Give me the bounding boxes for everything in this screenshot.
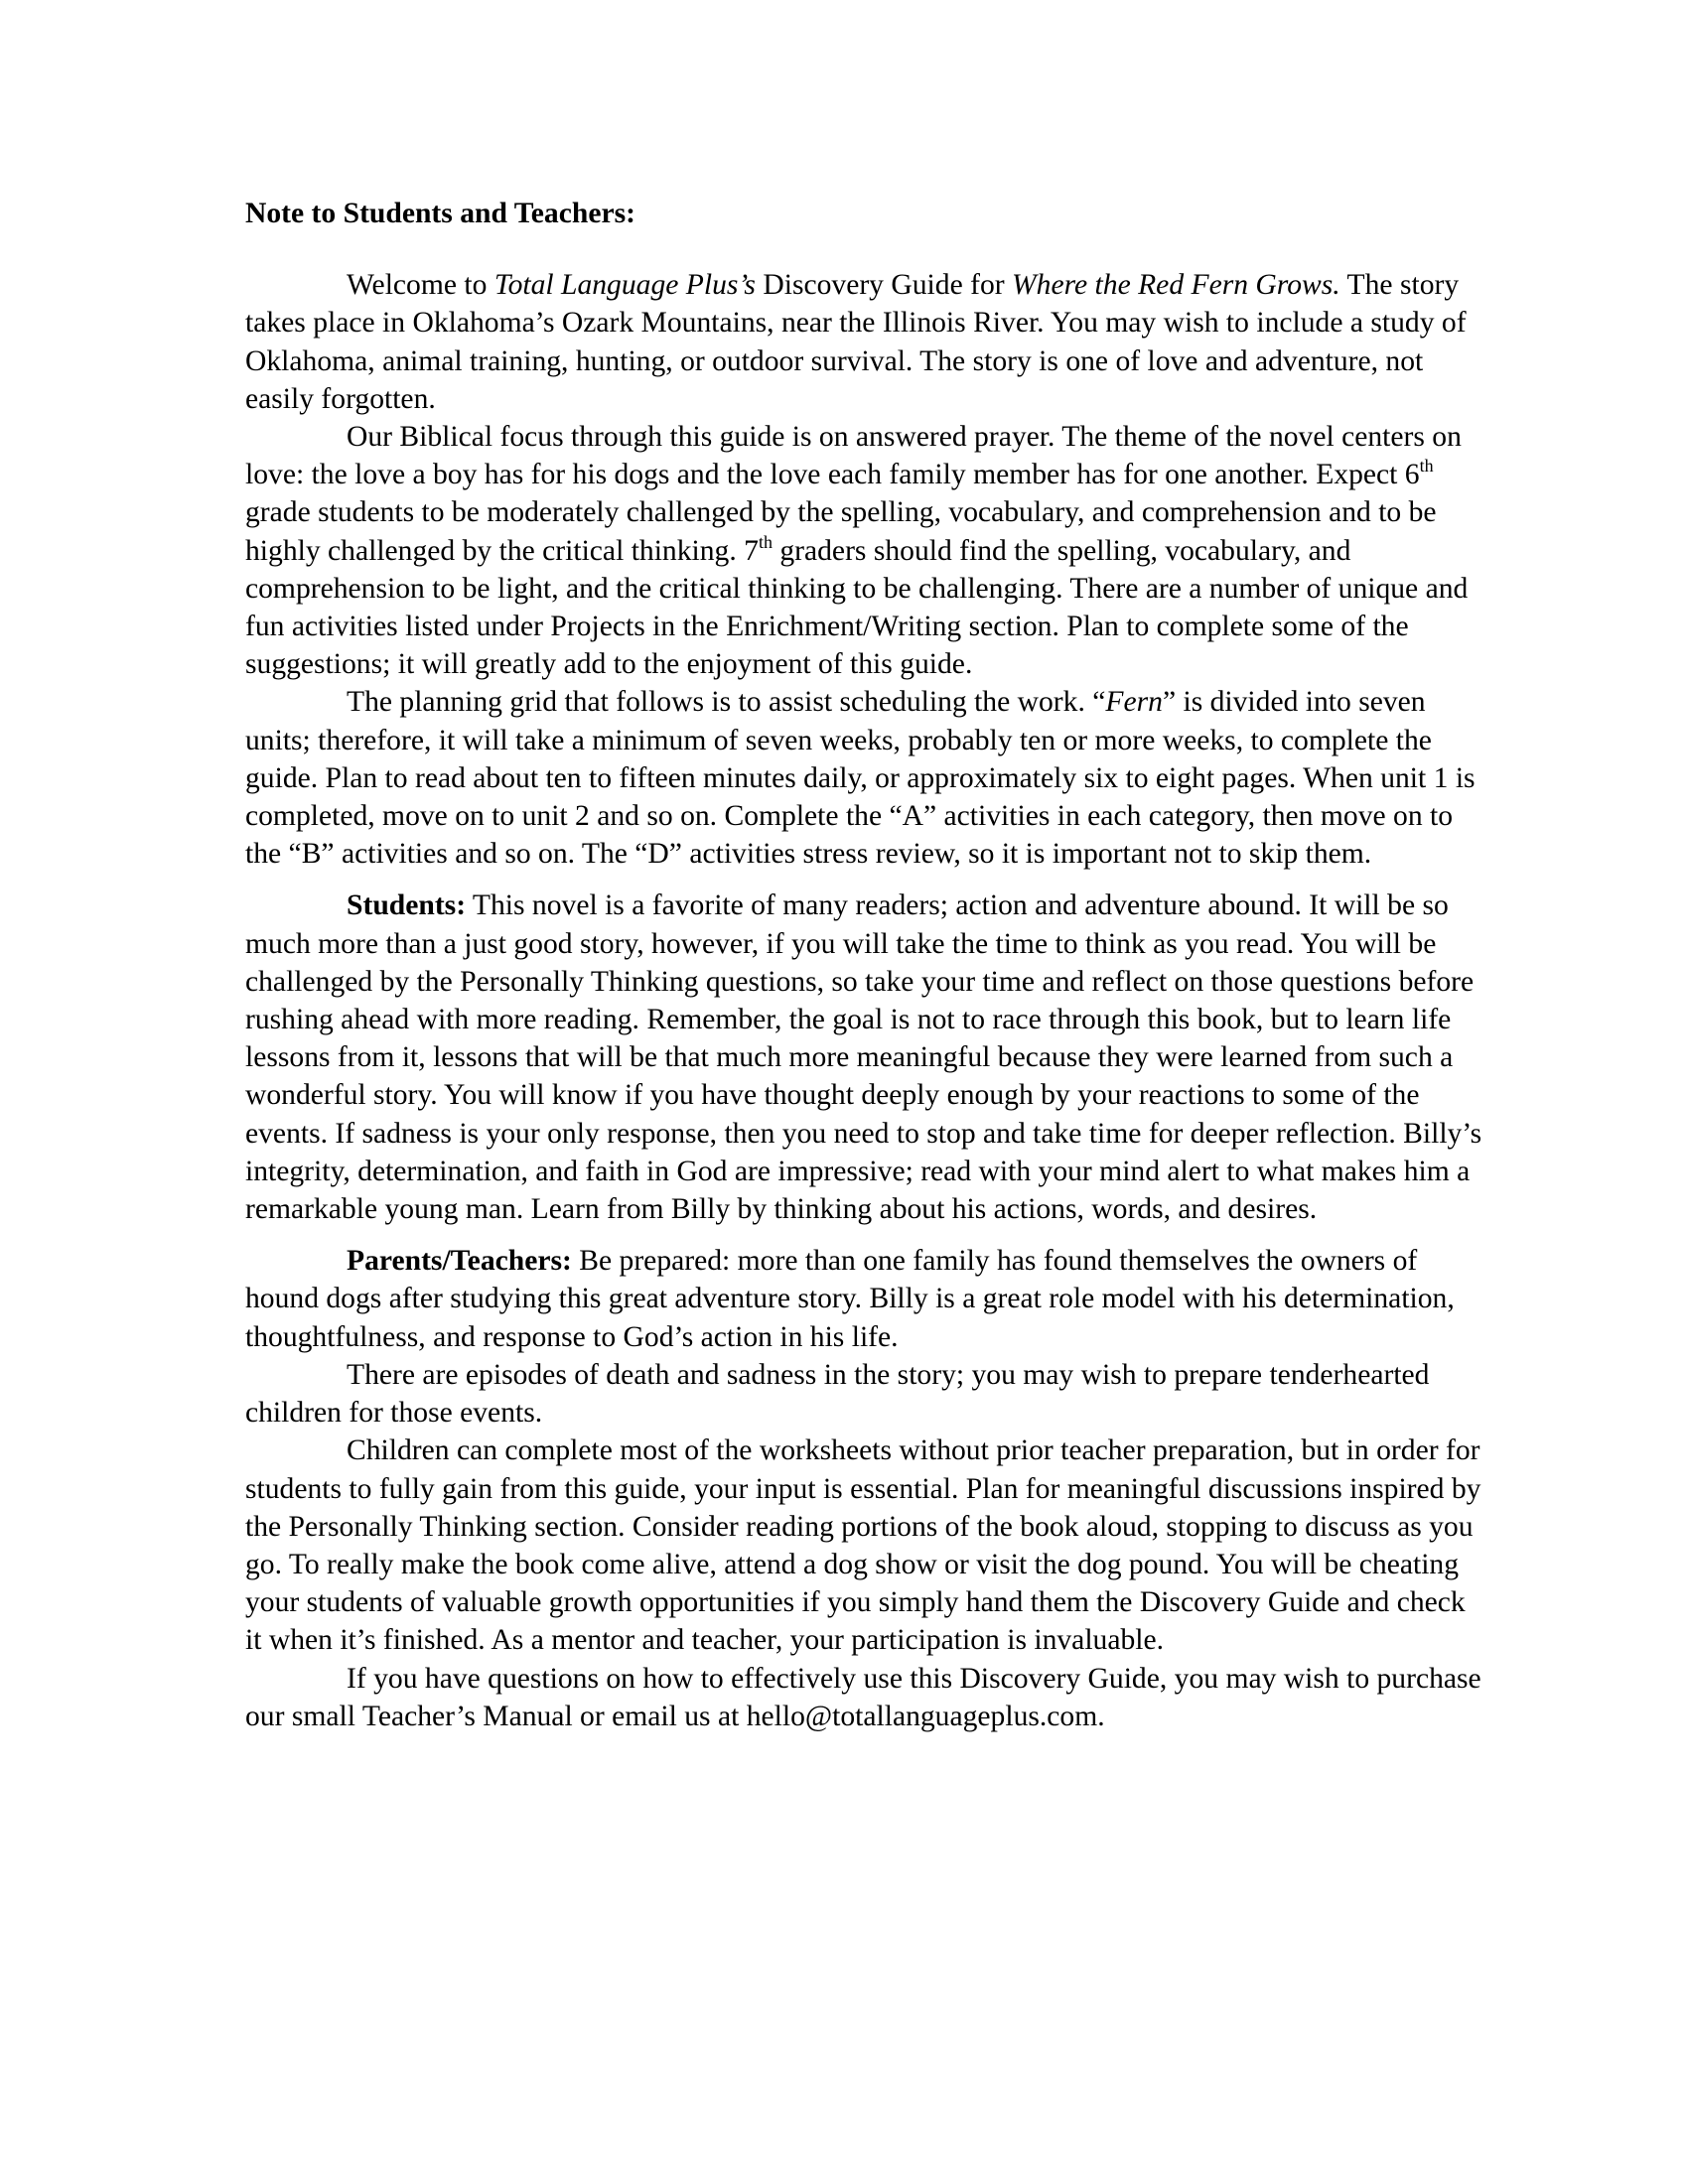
book-title: Where the Red Fern Grows. (1012, 269, 1340, 302)
intro-p2-text-c: graders should find the spelling, vocabulary, and comprehension to be light, and the critical thinking to be challenging. There are a number of unique and fun activities listed under Projects in the Enrichment/Writing section. Plan to complete some of the suggestions; it will greatly add to the enjoyment of this guide. (245, 534, 1469, 681)
intro-paragraph-welcome (245, 266, 1486, 418)
intro-p3-text-a: The planning grid that follows is to assist scheduling the work. “ (347, 686, 1106, 719)
students-paragraph (245, 887, 1486, 1228)
intro-p3-text-b: ” is divided into seven units; therefore, it will take a minimum of seven weeks, probably ten or more weeks, to complete the guide. Plan to read about ten to fifteen minutes daily, or approximately six to eight pages. When unit 1 is completed, move on to unit 2 and so on. Complete the “A” activities in each category, then move on to the “B” activities and so on. The “D” activities stress review, so it is important not to skip them. (245, 686, 1476, 871)
parents-p1-text: Be prepared: more than one family has found themselves the owners of hound dogs after studying this great adventure story. Billy is a great role model with his determination, thoughtfulness, and response to God’s action in his life. (245, 1245, 1455, 1353)
parents-label: Parents/Teachers: (347, 1245, 572, 1278)
students-label: Students: (347, 889, 467, 922)
page-heading: Note to Students and Teachers: (245, 198, 635, 229)
intro-p1-text-c: The story takes place in Oklahoma’s Ozark Mountains, near the Illinois River. You may wish to include a study of Oklahoma, animal training, hunting, or outdoor survival. The story is one of love and adventure, not easily forgotten. (245, 269, 1467, 415)
intro-paragraph-planning (245, 683, 1486, 873)
page-content (245, 195, 1486, 1735)
intro-p2-text-b: grade students to be moderately challenged by the spelling, vocabulary, and comprehension and to be highly challenged by the critical thinking. 7 (245, 496, 1437, 567)
intro-p1-text-b: Discovery Guide for (755, 269, 1013, 302)
intro-p1-text-a: Welcome to (347, 269, 494, 302)
fern-title: Fern (1105, 686, 1163, 719)
students-text: This novel is a favorite of many readers; action and adventure abound. It will be so much more than a just good story, however, if you will take the time to think as you read. You will be challenged by the Personally Thinking questions, so take your time and reflect on those questions before rushing ahead with more reading. Remember, the goal is not to race through this book, but to learn life lessons from it, lessons that will be that much more meaningful because they were learned from such a wonderful story. You will know if you have thought deeply enough by your reactions to some of the events. If sadness is your only response, then you need to stop and take time for deeper reflection. Billy’s integrity, determination, and faith in God are impressive; read with your mind alert to what makes him a remarkable young man. Learn from Billy by thinking about his actions, words, and desires. (245, 889, 1482, 1226)
parents-paragraph-sadness: There are episodes of death and sadness in the story; you may wish to prepare tenderhearted children for those events. (245, 1358, 1430, 1430)
parents-paragraph-prepared (245, 1242, 1486, 1356)
ordinal-superscript: th (758, 531, 773, 552)
intro-p2-text-a: Our Biblical focus through this guide is on answered prayer. The theme of the novel centers on love: the love a boy has for his dogs and the love each family member has for one another. Expect 6 (245, 421, 1462, 491)
ordinal-superscript: th (1419, 456, 1434, 477)
parents-paragraph-contact: If you have questions on how to effectively use this Discovery Guide, you may wish to purchase our small Teacher’s Manual or email us at hello@totallanguageplus.com. (245, 1662, 1481, 1732)
intro-paragraph-focus (245, 418, 1486, 683)
publisher-name: Total Language Plus’s (493, 269, 756, 302)
parents-paragraph-worksheets: Children can complete most of the worksheets without prior teacher preparation, but in order for students to fully gain from this guide, your input is essential. Plan for meaningful discussions inspired by the Personally Thinking section. Consider reading portions of the book aloud, stopping to discuss as you go. To really make the book come alive, attend a dog show or visit the dog pound. You will be cheating your students of valuable growth opportunities if you simply hand them the Discovery Guide and check it when it’s finished. As a mentor and teacher, your participation is invaluable. (245, 1434, 1481, 1657)
